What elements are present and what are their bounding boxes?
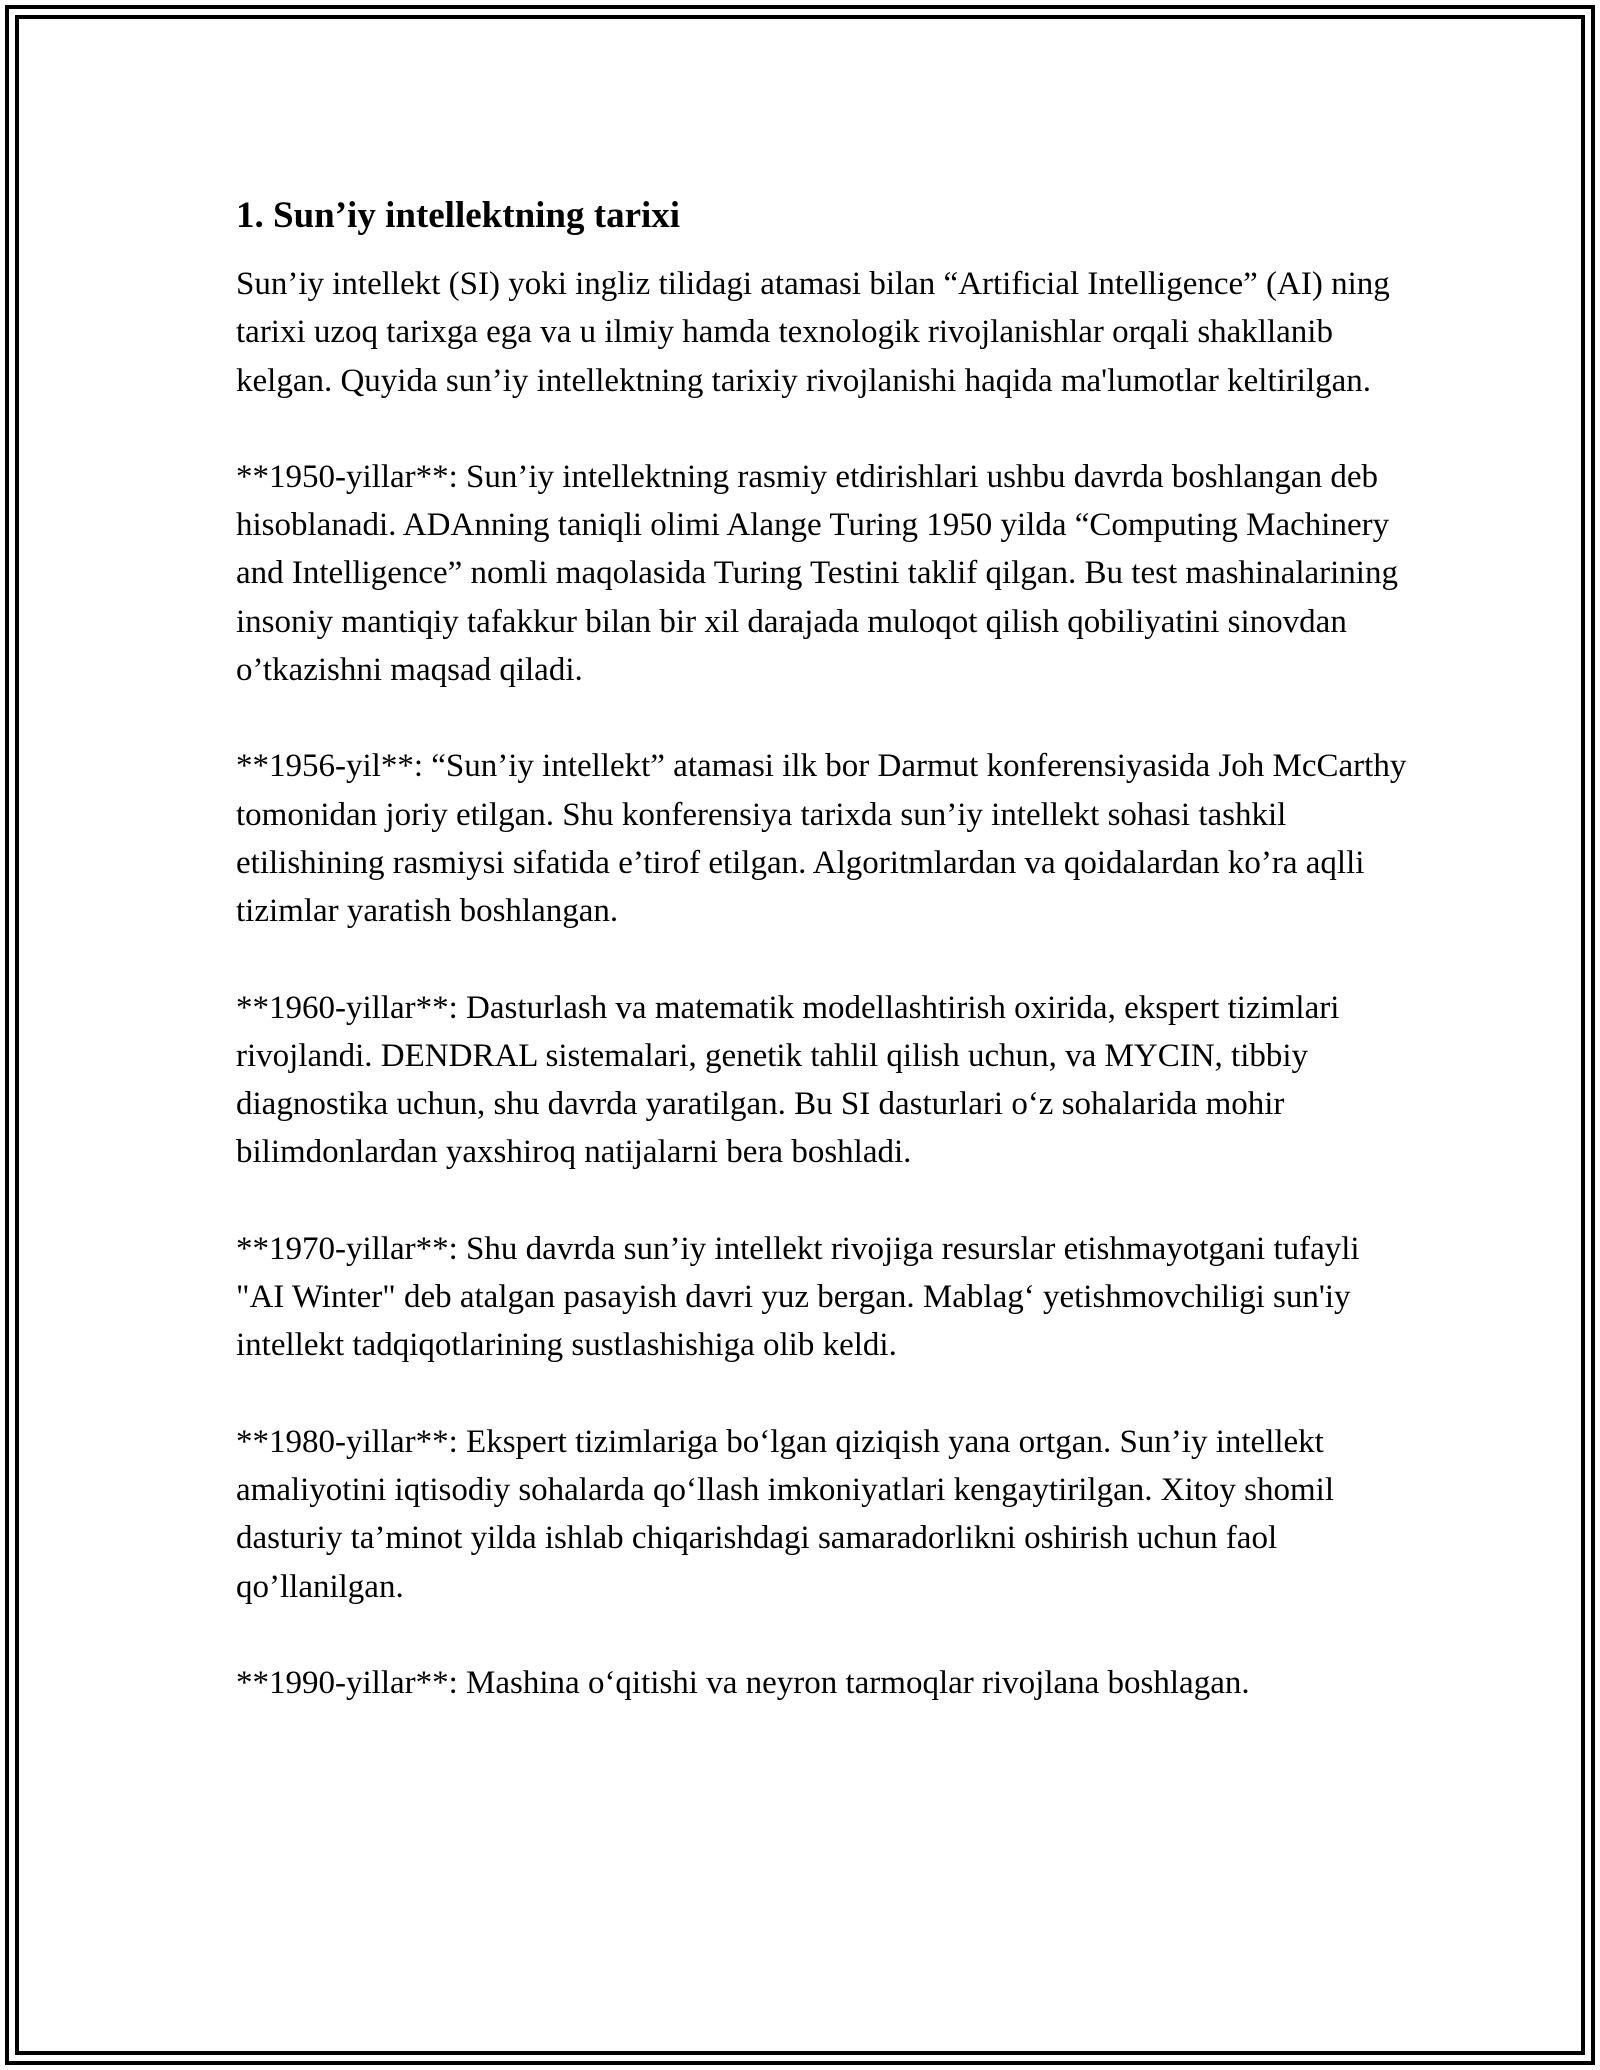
- paragraph-1956: **1956-yil**: “Sun’iy intellekt” atamasi ilk bor Darmut konferensiyasida Joh McCarthy tomonidan joriy etilgan. Shu konferensiya tarixda sun’iy intellekt sohasi tashkil etilishining rasmiysi sifatida e’tirof etilgan. Algoritmlardan va qoidalardan ko’ra aqlli tizimlar yaratish boshlangan.: [236, 748, 1407, 930]
- section-title: 1. Sun’iy intellektning tarixi: [236, 195, 681, 236]
- paragraph-1980s: **1980-yillar**: Ekspert tizimlariga bo‘lgan qiziqish yana ortgan. Sun’iy intellekt amaliyotini iqtisodiy sohalarda qo‘llash imkoniyatlari kengaytirilgan. Xitoy shomil dasturiy ta’minot yilda ishlab chiqarishdagi samaradorlikni oshirish uchun faol qo’llanilgan.: [236, 1423, 1334, 1605]
- paragraph-1960s: **1960-yillar**: Dasturlash va matematik modellashtirish oxirida, ekspert tizimlari rivojlandi. DENDRAL sistemalari, genetik tahlil qilish uchun, va MYCIN, tibbiy diagnostika uchun, shu davrda yaratilgan. Bu SI dasturlari o‘z sohalarida mohir bilimdonlardan yaxshiroq natijalarni bera boshladi.: [236, 989, 1340, 1171]
- paragraph-1950s: **1950-yillar**: Sun’iy intellektning rasmiy etdirishlari ushbu davrda boshlangan deb hisoblanadi. ADAnning taniqli olimi Alange Turing 1950 yilda “Computing Machinery and Intelligence” nomli maqolasida Turing Testini taklif qilgan. Bu test mashinalarining insoniy mantiqiy tafakkur bilan bir xil darajada muloqot qilish qobiliyatini sinovdan o’tkazishni maqsad qiladi.: [236, 458, 1398, 689]
- intro-paragraph: Sun’iy intellekt (SI) yoki ingliz tilidagi atamasi bilan “Artificial Intelligence” (AI) ning tarixi uzoq tarixga ega va u ilmiy hamda texnologik rivojlanishlar orqali shakllanib kelgan. Quyida sun’iy intellektning tarixiy rivojlanishi haqida ma'lumotlar keltirilgan.: [236, 266, 1390, 399]
- document-body: [236, 190, 1416, 1755]
- paragraph-1990s: **1990-yillar**: Mashina o‘qitishi va neyron tarmoqlar rivojlana boshlagan.: [236, 1664, 1250, 1701]
- paragraph-1970s: **1970-yillar**: Shu davrda sun’iy intellekt rivojiga resurslar etishmayotgani tufayli "AI Winter" deb atalgan pasayish davri yuz bergan. Mablag‘ yetishmovchiligi sun'iy intellekt tadqiqotlarining sustlashishiga olib keldi.: [236, 1230, 1360, 1364]
